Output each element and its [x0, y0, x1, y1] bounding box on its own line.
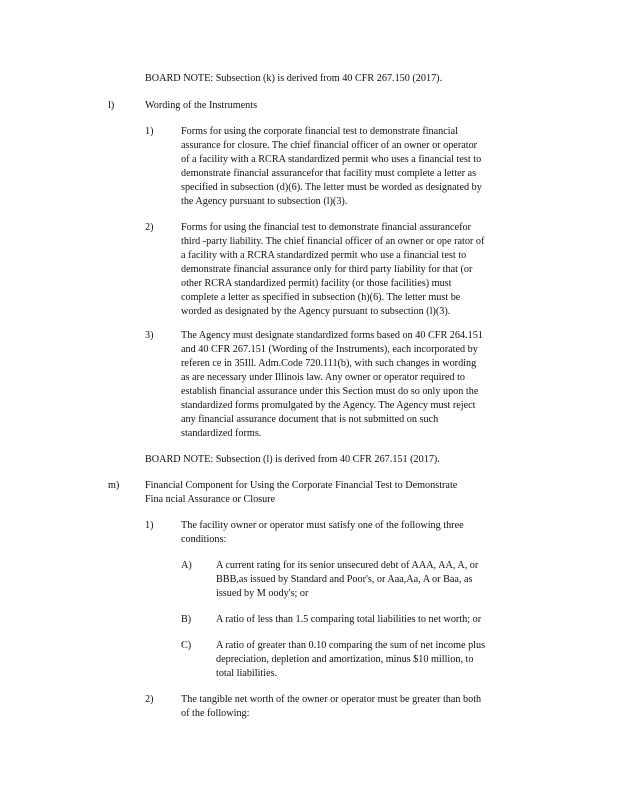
item-l3-text: [181, 329, 483, 441]
subitem-c-label: C): [181, 640, 192, 651]
board-note-k: BOARD NOTE: Subsection (k) is derived from 40 CFR 267.150 (2017).: [145, 73, 443, 84]
item-m2-text: [181, 693, 481, 721]
item-m2-label: 2): [145, 694, 154, 705]
item-m1-text: [181, 519, 464, 547]
subitem-b-label: B): [181, 614, 192, 625]
text-line: BBB,as issued by Standard and Poor's, or Aaa,Aa, A or Baa, as: [216, 574, 473, 585]
section-l-label: l): [108, 100, 115, 111]
text-line: a facility with a RCRA standardized permit who use a financial test to: [181, 250, 467, 261]
section-m-title: [145, 479, 457, 507]
item-l2-label: 2): [145, 222, 154, 233]
text-line: as are necessary under Illinois law. Any owner or operator required to: [181, 372, 465, 383]
subitem-b-text: [216, 613, 481, 627]
text-line: issued by M oody's; or: [216, 588, 309, 599]
text-line: Fina ncial Assurance or Closure: [145, 494, 276, 505]
subitem-a-label: A): [181, 560, 192, 571]
text-line: demonstrate financial assurance only for third party liability for that (or: [181, 264, 473, 275]
text-line: total liabilities.: [216, 668, 278, 679]
text-line: any financial assurance document that is not submitted on such: [181, 414, 439, 425]
text-line: Forms for using the financial test to demonstrate financial assurancefor: [181, 222, 471, 233]
text-line: A current rating for its senior unsecured debt of AAA, AA, A, or: [216, 560, 479, 571]
text-line: The tangible net worth of the owner or operator must be greater than both: [181, 694, 482, 705]
text-line: standardized forms promulgated by the Agency. The Agency must reject: [181, 400, 476, 411]
text-line: standardized forms.: [181, 428, 262, 439]
text-line: worded as designated by the Agency pursuant to subsection (l)(3).: [181, 306, 451, 317]
section-l-title: Wording of the Instruments: [145, 100, 258, 111]
text-line: the Agency pursuant to subsection (l)(3).: [181, 196, 348, 207]
text-line: establish financial assurance under this Section must do so only upon the: [181, 386, 479, 397]
text-line: of the following:: [181, 708, 250, 719]
board-note-l: BOARD NOTE: Subsection (l) is derived from 40 CFR 267.151 (2017).: [145, 454, 440, 465]
text-line: The facility owner or operator must satisfy one of the following three: [181, 520, 464, 531]
text-line: assurance for closure. The chief financial officer of an owner or operator: [181, 140, 478, 151]
subitem-a-text: [216, 559, 478, 601]
text-line: specified in subsection (d)(6). The letter must be worded as designated by: [181, 182, 482, 193]
text-line: of a facility with a RCRA standardized permit who uses a financial test to: [181, 154, 482, 165]
text-line: conditions:: [181, 534, 227, 545]
text-line: Forms for using the corporate financial test to demonstrate financial: [181, 126, 458, 137]
text-line: Financial Component for Using the Corporate Financial Test to Demonstrate: [145, 480, 458, 491]
item-m1-label: 1): [145, 520, 154, 531]
text-line: A ratio of less than 1.5 comparing total liabilities to net worth; or: [216, 614, 482, 625]
item-l2-text: [181, 221, 484, 319]
text-line: demonstrate financial assurancefor that facility must complete a letter as: [181, 168, 477, 179]
text-line: A ratio of greater than 0.10 comparing the sum of net income plus: [216, 640, 486, 651]
text-line: and 40 CFR 267.151 (Wording of the Instruments), each incorporated by: [181, 344, 478, 355]
text-line: complete a letter as specified in subsection (h)(6). The letter must be: [181, 292, 461, 303]
text-line: depreciation, depletion and amortization, minus $10 million, to: [216, 654, 474, 665]
item-l1-label: 1): [145, 126, 154, 137]
text-line: third -party liability. The chief financial officer of an owner or ope rator of: [181, 236, 485, 247]
item-l3-label: 3): [145, 330, 154, 341]
item-l1-text: [181, 125, 482, 209]
subitem-c-text: [216, 639, 485, 681]
text-line: other RCRA standardized permit) facility (or those facilities) must: [181, 278, 452, 289]
section-m-label: m): [108, 480, 120, 491]
text-line: The Agency must designate standardized forms based on 40 CFR 264.151: [181, 330, 483, 341]
text-line: referen ce in 35Ill. Adm.Code 720.111(b), with such changes in wording: [181, 358, 477, 369]
